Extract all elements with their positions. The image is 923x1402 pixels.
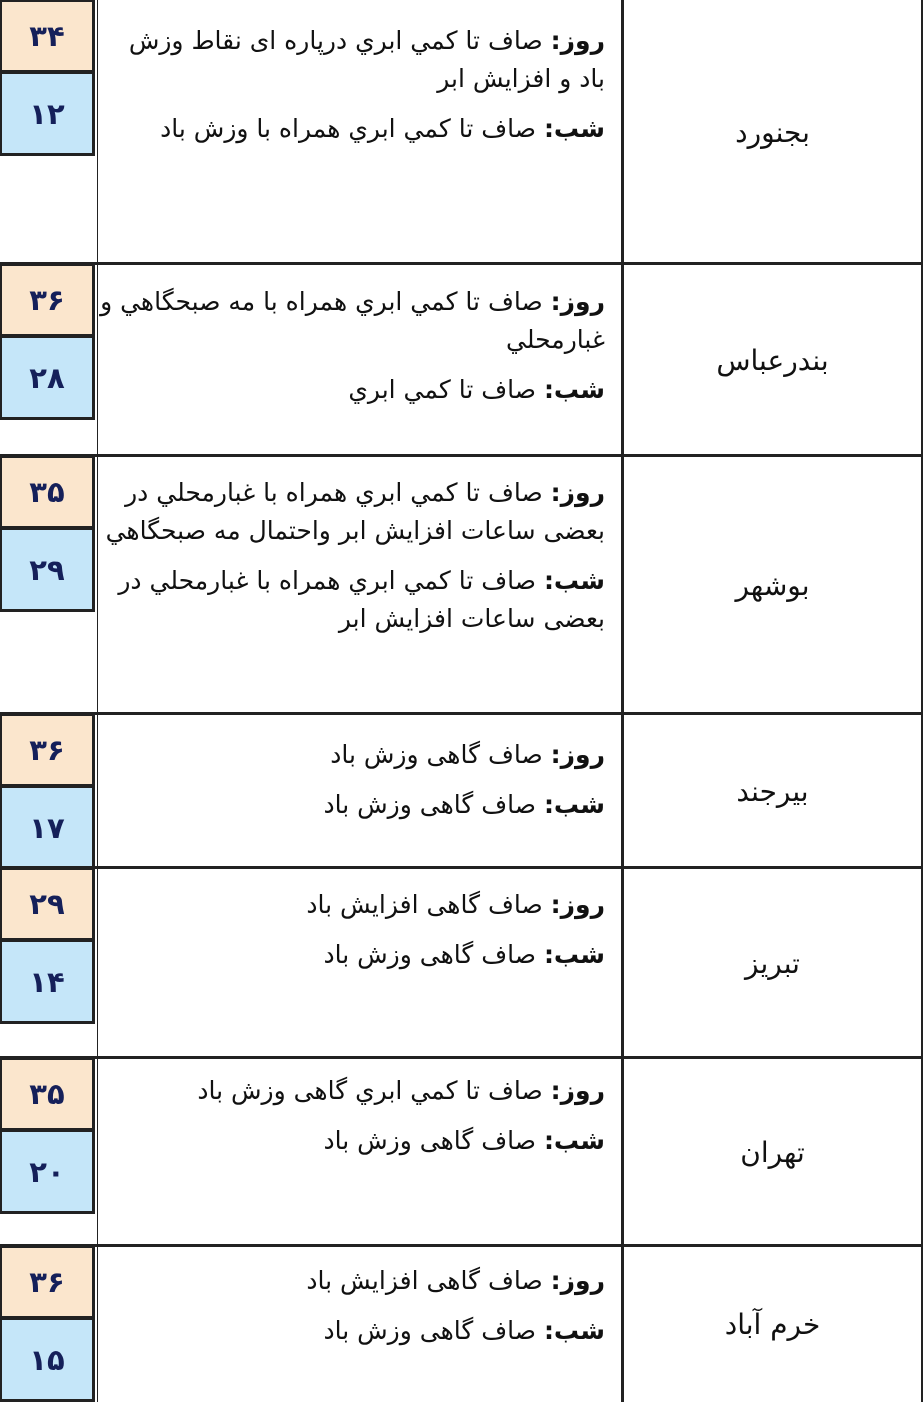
- day-label: روز:: [550, 26, 605, 55]
- day-forecast: [97, 886, 605, 924]
- night-forecast: [97, 371, 605, 409]
- forecast-description: [97, 886, 613, 986]
- day-label: روز:: [550, 1266, 605, 1295]
- day-text: صاف تا کمي ابري درپاره ای نقاط وزش باد و افزايش ابر: [128, 26, 605, 93]
- min-temp: ۱۵: [0, 1318, 95, 1402]
- night-forecast: [97, 936, 605, 974]
- day-label: روز:: [550, 478, 605, 507]
- min-temp: ۲۸: [0, 336, 95, 420]
- night-label: شب:: [543, 1126, 605, 1155]
- day-text: صاف گاهی افزايش باد: [306, 890, 551, 919]
- min-temp: ۱۴: [0, 940, 95, 1024]
- max-temp: ۳۶: [0, 264, 95, 336]
- forecast-description: [97, 1262, 613, 1362]
- city-name: تبريز: [621, 868, 923, 1058]
- forecast-description: [97, 736, 613, 836]
- city-name: بندرعباس: [621, 264, 923, 456]
- day-forecast: [97, 1262, 605, 1300]
- forecast-row: [0, 714, 923, 868]
- forecast-row: [0, 1058, 923, 1246]
- city-name: بجنورد: [621, 0, 923, 264]
- max-temp: ۲۹: [0, 868, 95, 940]
- night-forecast: [97, 786, 605, 824]
- max-temp: ۳۶: [0, 714, 95, 786]
- column-divider: [97, 1246, 98, 1402]
- column-divider: [97, 264, 98, 456]
- min-temp: ۲۹: [0, 528, 95, 612]
- night-forecast: [97, 1122, 605, 1160]
- night-forecast: [97, 110, 605, 148]
- night-forecast: [97, 1312, 605, 1350]
- min-temp: ۲۰: [0, 1130, 95, 1214]
- max-temp: ۳۵: [0, 456, 95, 528]
- day-text: صاف تا کمي ابري همراه با مه صبحگاهي و غبارمحلي: [100, 287, 605, 354]
- min-temp: ۱۷: [0, 786, 95, 870]
- forecast-description: [97, 474, 613, 650]
- day-text: صاف تا کمي ابري گاهی وزش باد: [197, 1076, 551, 1105]
- day-label: روز:: [550, 740, 605, 769]
- night-text: صاف تا کمي ابري: [348, 375, 544, 404]
- city-name: تهران: [621, 1058, 923, 1246]
- city-name: بوشهر: [621, 456, 923, 714]
- min-temp: ۱۲: [0, 72, 95, 156]
- night-label: شب:: [543, 375, 605, 404]
- day-forecast: [97, 283, 605, 359]
- night-label: شب:: [543, 1316, 605, 1345]
- forecast-row: [0, 0, 923, 264]
- forecast-row: [0, 264, 923, 456]
- max-temp: ۳۴: [0, 0, 95, 72]
- day-label: روز:: [550, 1076, 605, 1105]
- day-forecast: [97, 1072, 605, 1110]
- night-forecast: [97, 562, 605, 638]
- day-text: صاف گاهی وزش باد: [330, 740, 551, 769]
- day-forecast: [97, 474, 605, 550]
- night-text: صاف تا کمي ابري همراه با غبارمحلي در بعضی ساعات افزايش ابر: [118, 566, 605, 633]
- day-label: روز:: [550, 890, 605, 919]
- max-temp: ۳۵: [0, 1058, 95, 1130]
- city-name: بيرجند: [621, 714, 923, 868]
- forecast-description: [97, 22, 613, 160]
- day-text: صاف گاهی افزايش باد: [306, 1266, 551, 1295]
- night-text: صاف گاهی وزش باد: [323, 1316, 544, 1345]
- night-label: شب:: [543, 940, 605, 969]
- column-divider: [97, 456, 98, 714]
- city-name: خرم آباد: [621, 1246, 923, 1402]
- column-divider: [97, 1058, 98, 1246]
- forecast-row: [0, 868, 923, 1058]
- night-text: صاف گاهی وزش باد: [323, 940, 544, 969]
- column-divider: [97, 868, 98, 1058]
- column-divider: [97, 0, 98, 264]
- night-text: صاف گاهی وزش باد: [323, 1126, 544, 1155]
- forecast-row: [0, 456, 923, 714]
- forecast-row: [0, 1246, 923, 1402]
- night-label: شب:: [543, 790, 605, 819]
- max-temp: ۳۶: [0, 1246, 95, 1318]
- night-label: شب:: [543, 566, 605, 595]
- forecast-description: [97, 283, 613, 421]
- day-forecast: [97, 736, 605, 774]
- day-text: صاف تا کمي ابري همراه با غبارمحلي در بعضی ساعات افزايش ابر واحتمال مه صبحگاهي: [105, 478, 605, 545]
- night-text: صاف گاهی وزش باد: [323, 790, 544, 819]
- day-forecast: [97, 22, 605, 98]
- night-label: شب:: [543, 114, 605, 143]
- day-label: روز:: [550, 287, 605, 316]
- night-text: صاف تا کمي ابري همراه با وزش باد: [160, 114, 544, 143]
- forecast-description: [97, 1072, 613, 1172]
- column-divider: [97, 714, 98, 868]
